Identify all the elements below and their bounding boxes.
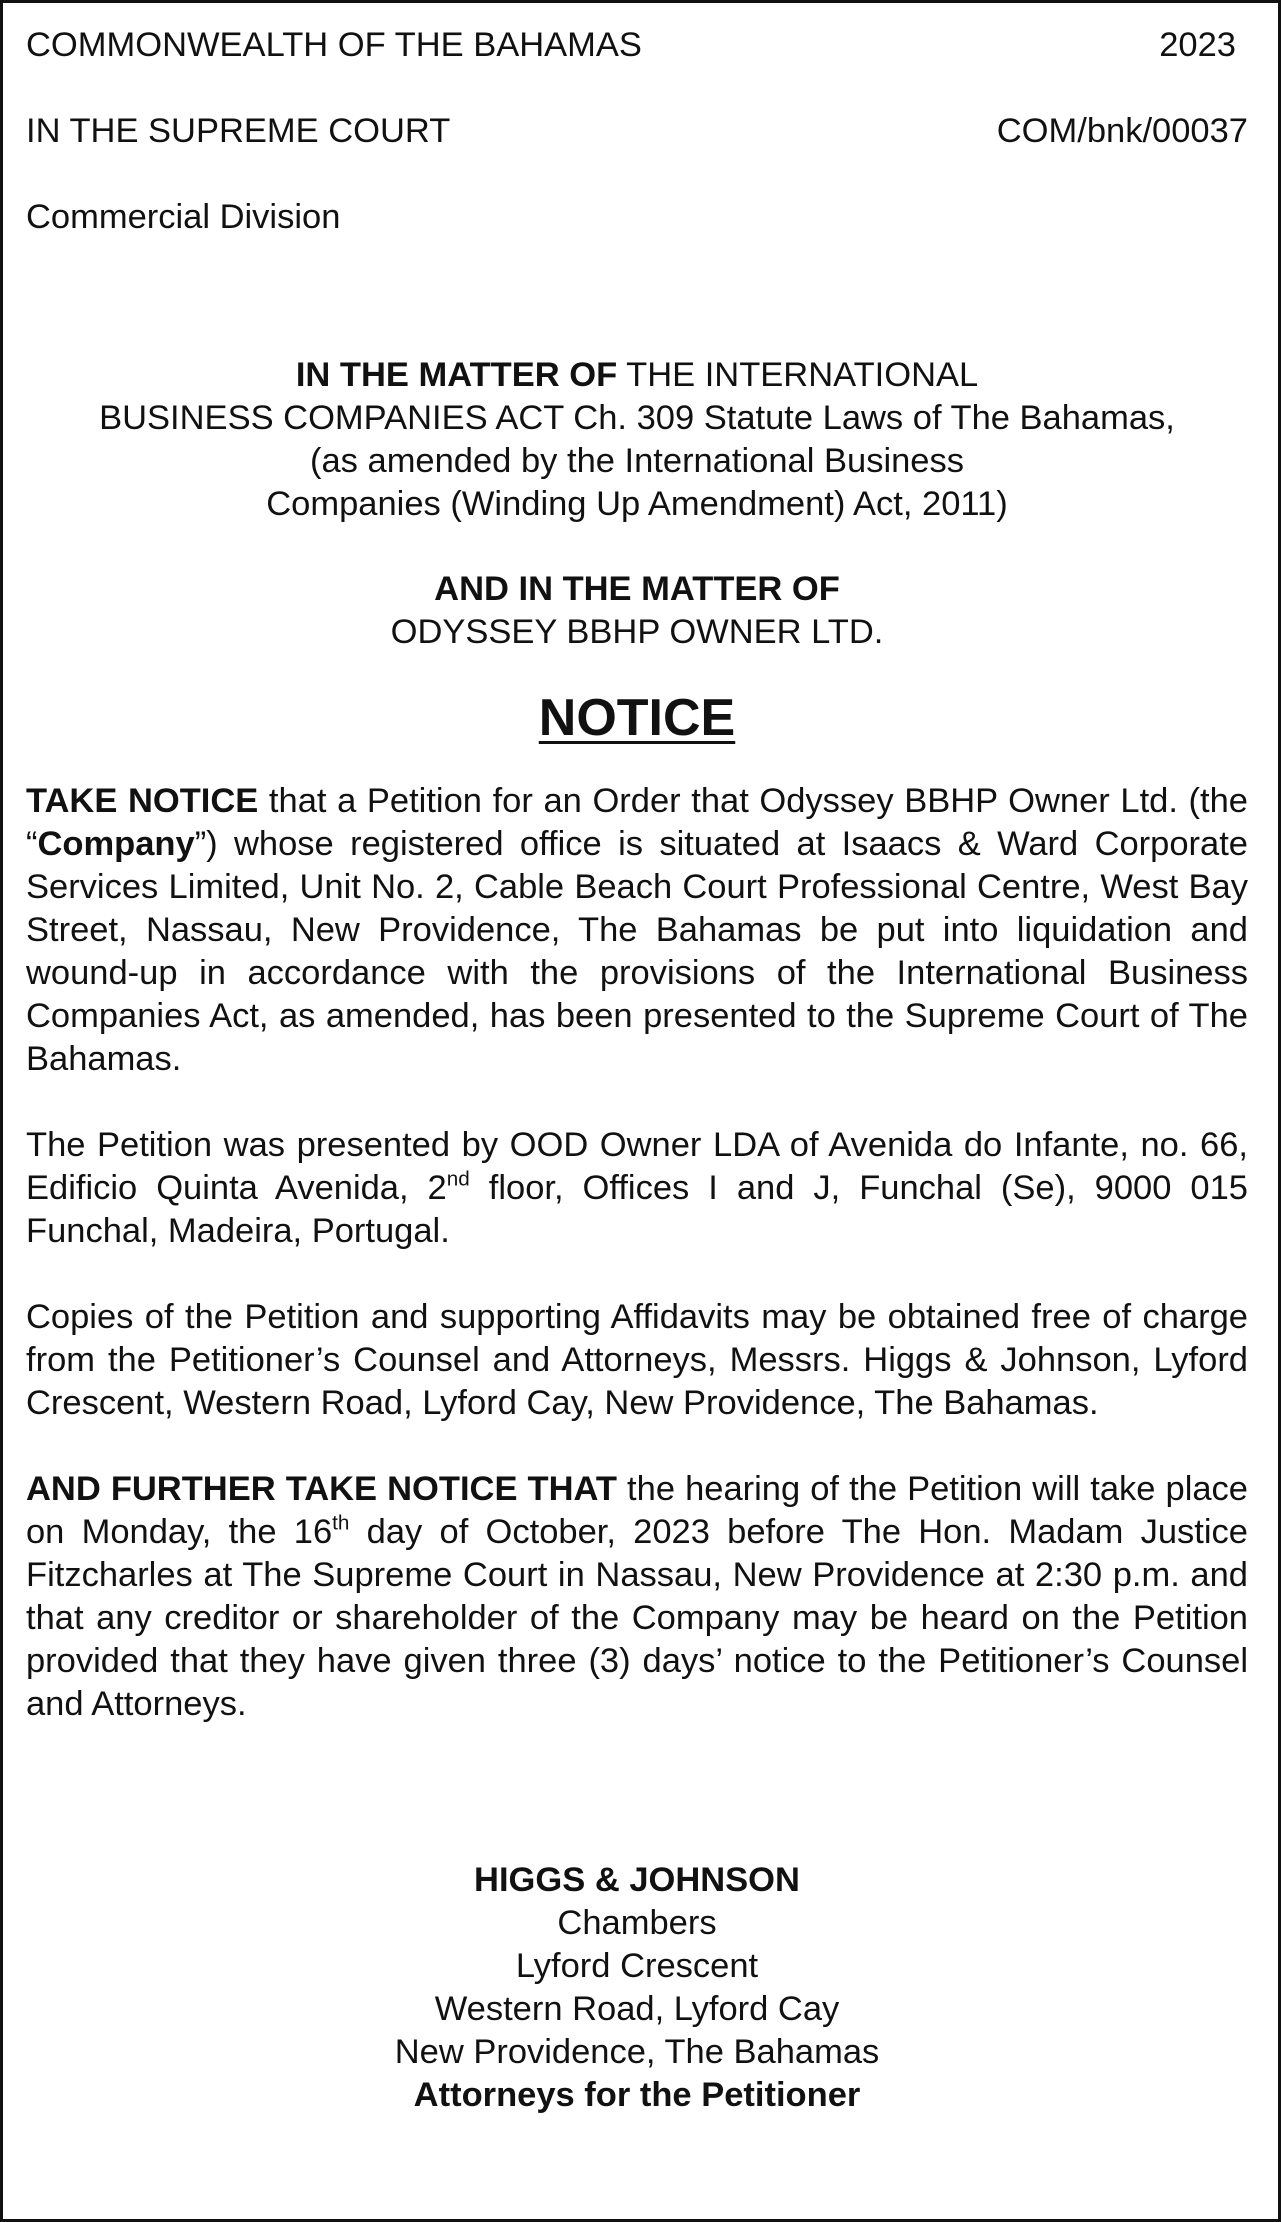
matter-line-2: BUSINESS COMPANIES ACT Ch. 309 Statute Laws of The Bahamas, xyxy=(99,399,1175,437)
company-term: Company xyxy=(37,825,195,863)
matter-lead-rest: THE INTERNATIONAL xyxy=(617,356,979,394)
matter-line-4: Companies (Winding Up Amendment) Act, 2011) xyxy=(266,485,1008,523)
para2-text-b: floor, Offices I and J, Funchal (Se), 9000 015 Funchal, Madeira, Portugal. xyxy=(26,1169,1248,1250)
matter-line-1 xyxy=(26,354,1248,397)
notice-content xyxy=(26,24,1248,2117)
paragraph-hearing xyxy=(26,1468,1248,1726)
para4-text-b: day of October, 2023 before The Hon. Madam Justice Fitzcharles at The Supreme Court in Nassau, New Providence at 2:30 p.m. and that any creditor or shareholder of the Company may be heard on the Petition provided that they have given three (3) days’ notice to the Petitioner’s Counsel and Attorneys. xyxy=(26,1513,1248,1723)
paragraph-copies: Copies of the Petition and supporting Affidavits may be obtained free of charge from the Petitioner’s Counsel and Attorneys, Messrs. Higgs & Johnson, Lyford Crescent, Western Road, Lyford Cay, New Providence, The Bahamas. xyxy=(26,1298,1248,1422)
firm-name: HIGGS & JOHNSON xyxy=(474,1861,800,1899)
para4-ordinal: th xyxy=(332,1511,350,1535)
matter2-block xyxy=(26,568,1248,654)
matter2-heading: AND IN THE MATTER OF xyxy=(434,570,840,608)
para1-text-a: that a Petition for an Order that Odyssey BBHP Owner Ltd. (the “ xyxy=(26,782,1248,863)
matter-line-3: (as amended by the International Business xyxy=(310,442,964,480)
jurisdiction: COMMONWEALTH OF THE BAHAMAS xyxy=(26,26,642,64)
company-name: ODYSSEY BBHP OWNER LTD. xyxy=(390,613,884,651)
para2-text-a: The Petition was presented by OOD Owner LDA of Avenida do Infante, no. 66, Edificio Quinta Avenida, 2 xyxy=(26,1126,1248,1207)
paragraph-take-notice xyxy=(26,780,1248,1081)
signature-line-4: New Providence, The Bahamas xyxy=(394,2033,880,2071)
header-row-2 xyxy=(26,110,1248,153)
court-name: IN THE SUPREME COURT xyxy=(26,112,451,150)
para4-text-a: the hearing of the Petition will take place on Monday, the 16 xyxy=(26,1470,1248,1551)
para2-ordinal: nd xyxy=(446,1167,470,1191)
para1-text-b: ”) whose registered office is situated at Isaacs & Ward Corporate Services Limited, Unit No. 2, Cable Beach Court Professional Centre, West Bay Street, Nassau, New Providence, The Bahamas be put into liquidation and wound-up in accordance with the provisions of the International Business Companies Act, as amended, has been presented to the Supreme Court of The Bahamas. xyxy=(26,825,1248,1078)
signature-role: Attorneys for the Petitioner xyxy=(413,2076,861,2114)
case-number: COM/bnk/00037 xyxy=(996,112,1248,150)
signature-line-2: Lyford Crescent xyxy=(515,1947,759,1985)
signature-line-3: Western Road, Lyford Cay xyxy=(434,1990,840,2028)
header-row-1 xyxy=(26,24,1248,67)
paragraph-petitioner xyxy=(26,1124,1248,1253)
further-notice-lead: AND FURTHER TAKE NOTICE THAT xyxy=(26,1470,617,1508)
matter-lead: IN THE MATTER OF xyxy=(295,356,618,394)
year: 2023 xyxy=(1159,26,1236,64)
signature-block xyxy=(26,1859,1248,2117)
take-notice-lead: TAKE NOTICE xyxy=(26,782,259,820)
court-division: Commercial Division xyxy=(26,198,341,236)
matter-block xyxy=(26,354,1248,526)
signature-line-1: Chambers xyxy=(557,1904,717,1942)
notice-title: NOTICE xyxy=(538,689,736,747)
